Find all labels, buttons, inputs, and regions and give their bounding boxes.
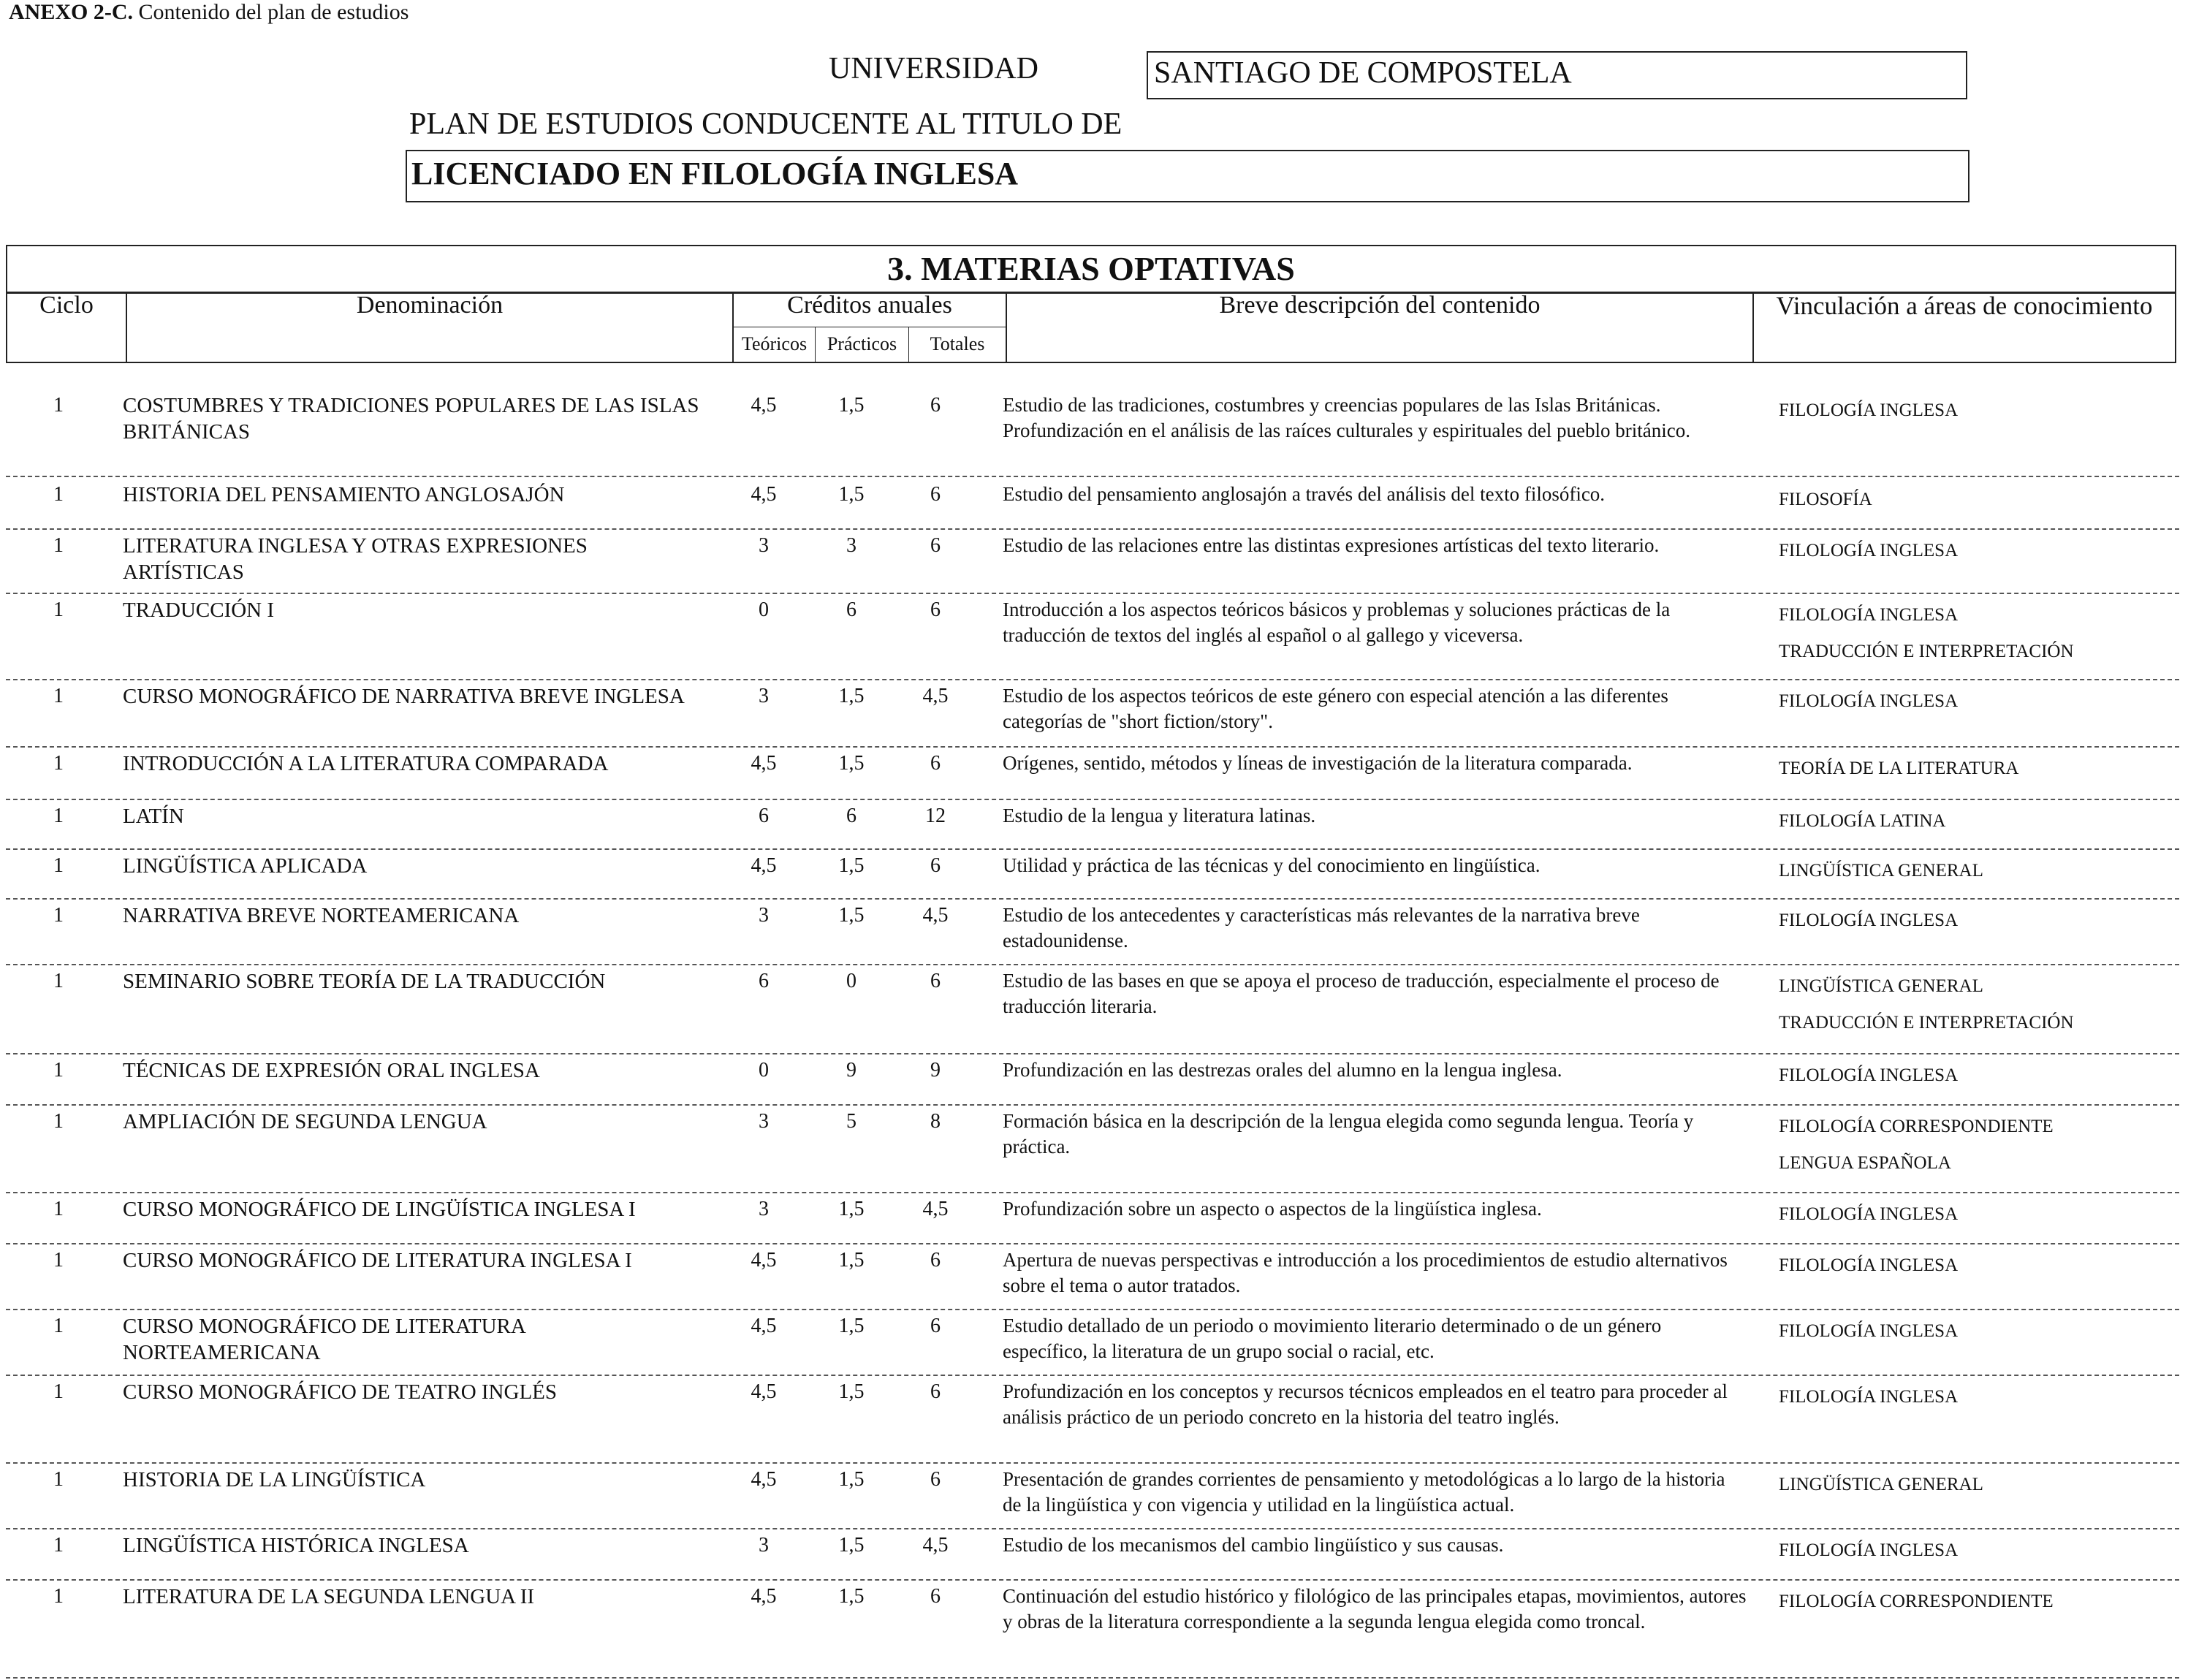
row-teoricos: 3 [759, 534, 769, 557]
row-vinculacion [1779, 1379, 2173, 1415]
row-teoricos: 4,5 [751, 1585, 777, 1608]
row-descripcion: Estudio detallado de un periodo o movimiento literario determinado o de un género específico, la literatura de un grupo social o racial, etc. [1003, 1315, 1662, 1362]
row-totales: 6 [930, 483, 941, 506]
row-teoricos: 4,5 [751, 1380, 777, 1403]
table-row [0, 968, 2188, 1054]
area-item: FILOLOGÍA INGLESA [1779, 1387, 1959, 1407]
row-ciclo: 1 [53, 394, 64, 417]
row-descripcion: Estudio de las tradiciones, costumbres y creencias populares de las Islas Británicas. Profundización en el análisis de las raíces culturales y espirituales del pueblo británico. [1003, 394, 1690, 441]
row-divider [6, 679, 2179, 680]
row-teoricos: 4,5 [751, 752, 777, 775]
row-teoricos: 4,5 [751, 394, 777, 417]
row-practicos: 1,5 [838, 1534, 865, 1557]
row-divider [6, 746, 2179, 748]
row-teoricos: 0 [759, 1059, 769, 1082]
col-totales: Totales [909, 327, 1007, 363]
row-denominacion: LITERATURA INGLESA Y OTRAS EXPRESIONES ARTÍSTICAS [123, 534, 588, 584]
row-totales: 6 [930, 970, 941, 992]
table-row [0, 392, 2188, 477]
row-divider [6, 1462, 2179, 1464]
row-totales: 4,5 [922, 1198, 949, 1220]
row-ciclo: 1 [53, 904, 64, 927]
table-row [0, 1584, 2188, 1679]
col-teoricos: Teóricos [734, 327, 816, 363]
row-denominacion: LINGÜÍSTICA HISTÓRICA INGLESA [123, 1534, 469, 1557]
row-descripcion: Formación básica en la descripción de la lengua elegida como segunda lengua. Teoría y práctica. [1003, 1110, 1694, 1158]
col-ciclo: Ciclo [7, 292, 127, 362]
table-row [0, 750, 2188, 800]
area-item: FILOLOGÍA INGLESA [1779, 1321, 1959, 1341]
row-practicos: 1,5 [838, 394, 865, 417]
row-ciclo: 1 [53, 1110, 64, 1133]
row-denominacion: HISTORIA DEL PENSAMIENTO ANGLOSAJÓN [123, 483, 565, 506]
area-item: FILOLOGÍA INGLESA [1779, 691, 1959, 711]
table-row [0, 1057, 2188, 1106]
row-descripcion: Profundización en las destrezas orales del alumno en la lengua inglesa. [1003, 1059, 1562, 1081]
row-denominacion: LATÍN [123, 805, 184, 828]
row-denominacion: CURSO MONOGRÁFICO DE TEATRO INGLÉS [123, 1380, 558, 1404]
row-ciclo: 1 [53, 1534, 64, 1557]
row-totales: 9 [930, 1059, 941, 1082]
row-totales: 4,5 [922, 904, 949, 927]
row-descripcion: Estudio de los antecedentes y características más relevantes de la narrativa breve estadounidense. [1003, 904, 1640, 951]
row-descripcion: Utilidad y práctica de las técnicas y del conocimiento en lingüística. [1003, 854, 1541, 876]
row-descripcion: Apertura de nuevas perspectivas e introducción a los procedimientos de estudio alternativos sobre el tema o autor tratados. [1003, 1249, 1728, 1296]
table-row [0, 1196, 2188, 1244]
col-denominacion: Denominación [127, 292, 734, 362]
row-denominacion: SEMINARIO SOBRE TEORÍA DE LA TRADUCCIÓN [123, 970, 606, 993]
row-ciclo: 1 [53, 483, 64, 506]
col-vinculacion: Vinculación a áreas de conocimiento [1776, 292, 2153, 320]
row-denominacion: CURSO MONOGRÁFICO DE LITERATURA NORTEAMERICANA [123, 1315, 525, 1364]
area-item: LINGÜÍSTICA GENERAL [1779, 1475, 1983, 1494]
row-vinculacion [1779, 1057, 2173, 1094]
row-divider [6, 476, 2179, 477]
row-denominacion: COSTUMBRES Y TRADICIONES POPULARES DE LAS ISLAS BRITÁNICAS [123, 394, 699, 444]
row-practicos: 9 [846, 1059, 856, 1082]
area-item: FILOLOGÍA INGLESA [1779, 605, 1959, 625]
row-divider [6, 799, 2179, 800]
row-ciclo: 1 [53, 1380, 64, 1403]
row-divider [6, 898, 2179, 900]
row-teoricos: 4,5 [751, 1249, 777, 1272]
row-divider [6, 1579, 2179, 1581]
table-row [0, 1467, 2188, 1529]
col-creditos-label: Créditos anuales [787, 292, 952, 319]
row-teoricos: 0 [759, 598, 769, 621]
row-ciclo: 1 [53, 1198, 64, 1220]
table-title: 3. MATERIAS OPTATIVAS [7, 246, 2175, 294]
row-vinculacion [1779, 1313, 2173, 1350]
row-practicos: 1,5 [838, 1249, 865, 1272]
row-vinculacion [1779, 482, 2173, 518]
table-row [0, 902, 2188, 965]
row-descripcion: Profundización sobre un aspecto o aspectos de la lingüística inglesa. [1003, 1198, 1542, 1220]
row-vinculacion [1779, 1584, 2173, 1620]
table-row [0, 683, 2188, 748]
row-totales: 4,5 [922, 1534, 949, 1557]
row-divider [6, 528, 2179, 530]
row-totales: 6 [930, 1380, 941, 1403]
area-item: FILOLOGÍA CORRESPONDIENTE [1779, 1117, 2054, 1136]
table-row [0, 533, 2188, 594]
area-item: LINGÜÍSTICA GENERAL [1779, 861, 1983, 881]
row-vinculacion [1779, 803, 2173, 840]
university-label: UNIVERSIDAD [829, 52, 1038, 85]
row-divider [6, 593, 2179, 594]
row-vinculacion [1779, 1247, 2173, 1284]
table-row [0, 803, 2188, 850]
row-ciclo: 1 [53, 1059, 64, 1082]
row-ciclo: 1 [53, 970, 64, 992]
table-row [0, 1313, 2188, 1376]
area-item: FILOLOGÍA CORRESPONDIENTE [1779, 1592, 2054, 1611]
row-descripcion: Estudio de los mecanismos del cambio lingüístico y sus causas. [1003, 1534, 1504, 1556]
area-item: FILOLOGÍA LATINA [1779, 811, 1946, 831]
row-denominacion: CURSO MONOGRÁFICO DE LINGÜÍSTICA INGLESA I [123, 1198, 636, 1221]
row-denominacion: TÉCNICAS DE EXPRESIÓN ORAL INGLESA [123, 1059, 540, 1082]
row-practicos: 0 [846, 970, 856, 992]
row-teoricos: 6 [759, 970, 769, 992]
row-practicos: 6 [846, 805, 856, 827]
degree-value: LICENCIADO EN FILOLOGÍA INGLESA [406, 150, 1969, 202]
row-ciclo: 1 [53, 1249, 64, 1272]
area-item: LENGUA ESPAÑOLA [1779, 1153, 1951, 1173]
row-teoricos: 3 [759, 1110, 769, 1133]
row-teoricos: 3 [759, 1534, 769, 1557]
row-ciclo: 1 [53, 598, 64, 621]
row-vinculacion [1779, 750, 2173, 787]
row-ciclo: 1 [53, 805, 64, 827]
row-totales: 6 [930, 752, 941, 775]
row-teoricos: 3 [759, 904, 769, 927]
row-vinculacion [1779, 683, 2173, 720]
row-totales: 4,5 [922, 685, 949, 707]
row-totales: 6 [930, 394, 941, 417]
row-teoricos: 4,5 [751, 854, 777, 877]
row-teoricos: 4,5 [751, 483, 777, 506]
row-practicos: 1,5 [838, 904, 865, 927]
row-practicos: 1,5 [838, 1585, 865, 1608]
col-descripcion: Breve descripción del contenido [1007, 292, 1754, 362]
row-divider [6, 1309, 2179, 1310]
row-descripcion: Introducción a los aspectos teóricos básicos y problemas y soluciones prácticas de la traducción de textos del inglés al español o al gallego y viceversa. [1003, 598, 1671, 646]
row-divider [6, 1192, 2179, 1193]
row-descripcion: Continuación del estudio histórico y filológico de las principales etapas, movimientos, autores y obras de la literatura correspondiente a la segunda lengua elegida como troncal. [1003, 1585, 1747, 1633]
row-totales: 6 [930, 598, 941, 621]
row-ciclo: 1 [53, 1585, 64, 1608]
area-item: FILOLOGÍA INGLESA [1779, 541, 1959, 560]
row-denominacion: CURSO MONOGRÁFICO DE NARRATIVA BREVE INGLESA [123, 685, 685, 708]
row-vinculacion [1779, 392, 2173, 429]
row-ciclo: 1 [53, 854, 64, 877]
row-denominacion: LITERATURA DE LA SEGUNDA LENGUA II [123, 1585, 535, 1608]
row-teoricos: 3 [759, 1198, 769, 1220]
table-row [0, 482, 2188, 530]
row-practicos: 6 [846, 598, 856, 621]
row-descripcion: Profundización en los conceptos y recursos técnicos empleados en el teatro para proceder al análisis práctico de un periodo concreto en la historia del teatro inglés. [1003, 1380, 1728, 1428]
row-practicos: 1,5 [838, 854, 865, 877]
annex-header [9, 0, 409, 25]
row-teoricos: 4,5 [751, 1468, 777, 1491]
table-row [0, 1247, 2188, 1310]
row-denominacion: TRADUCCIÓN I [123, 598, 275, 622]
row-vinculacion [1779, 597, 2173, 670]
row-denominacion: HISTORIA DE LA LINGÜÍSTICA [123, 1468, 426, 1491]
row-vinculacion [1779, 1532, 2173, 1569]
row-descripcion: Orígenes, sentido, métodos y líneas de investigación de la literatura comparada. [1003, 752, 1633, 774]
row-totales: 6 [930, 534, 941, 557]
table-row [0, 1109, 2188, 1193]
row-ciclo: 1 [53, 685, 64, 707]
row-teoricos: 4,5 [751, 1315, 777, 1337]
row-denominacion: AMPLIACIÓN DE SEGUNDA LENGUA [123, 1110, 487, 1133]
row-descripcion: Estudio de la lengua y literatura latinas. [1003, 805, 1316, 826]
row-vinculacion [1779, 1467, 2173, 1503]
row-descripcion: Estudio de los aspectos teóricos de este género con especial atención a las diferentes categorías de "short fiction/story". [1003, 685, 1668, 732]
row-divider [6, 1677, 2179, 1679]
row-practicos: 1,5 [838, 1315, 865, 1337]
row-vinculacion [1779, 853, 2173, 889]
row-practicos: 1,5 [838, 1380, 865, 1403]
annex-text: Contenido del plan de estudios [138, 0, 409, 24]
university-value: SANTIAGO DE COMPOSTELA [1147, 51, 1967, 99]
col-practicos: Prácticos [816, 327, 909, 363]
row-denominacion: INTRODUCCIÓN A LA LITERATURA COMPARADA [123, 752, 609, 775]
row-descripcion: Estudio del pensamiento anglosajón a través del análisis del texto filosófico. [1003, 483, 1606, 505]
area-item: FILOLOGÍA INGLESA [1779, 400, 1959, 420]
row-divider [6, 1375, 2179, 1376]
row-totales: 6 [930, 1315, 941, 1337]
row-practicos: 5 [846, 1110, 856, 1133]
annex-label: ANEXO 2-C. [9, 0, 133, 24]
row-divider [6, 1528, 2179, 1529]
area-item: LINGÜÍSTICA GENERAL [1779, 976, 1983, 996]
row-descripcion: Estudio de las relaciones entre las distintas expresiones artísticas del texto literario. [1003, 534, 1660, 556]
row-practicos: 1,5 [838, 483, 865, 506]
row-totales: 6 [930, 1585, 941, 1608]
row-totales: 6 [930, 1468, 941, 1491]
row-vinculacion [1779, 533, 2173, 569]
row-vinculacion [1779, 1196, 2173, 1233]
row-divider [6, 1053, 2179, 1054]
area-item: TEORÍA DE LA LITERATURA [1779, 759, 2019, 778]
row-divider [6, 1104, 2179, 1106]
row-ciclo: 1 [53, 1315, 64, 1337]
area-item: FILOLOGÍA INGLESA [1779, 1204, 1959, 1224]
plan-label: PLAN DE ESTUDIOS CONDUCENTE AL TITULO DE [409, 107, 1123, 141]
row-vinculacion [1779, 902, 2173, 939]
row-vinculacion [1779, 1109, 2173, 1182]
row-ciclo: 1 [53, 534, 64, 557]
row-denominacion: NARRATIVA BREVE NORTEAMERICANA [123, 904, 520, 927]
area-item: FILOLOGÍA INGLESA [1779, 1065, 1959, 1085]
table-row [0, 1379, 2188, 1464]
area-item: FILOLOGÍA INGLESA [1779, 911, 1959, 930]
row-teoricos: 3 [759, 685, 769, 707]
row-denominacion: CURSO MONOGRÁFICO DE LITERATURA INGLESA I [123, 1249, 632, 1272]
row-ciclo: 1 [53, 752, 64, 775]
row-practicos: 1,5 [838, 685, 865, 707]
row-descripcion: Estudio de las bases en que se apoya el proceso de traducción, especialmente el proceso de traducción literaria. [1003, 970, 1720, 1017]
row-descripcion: Presentación de grandes corrientes de pensamiento y metodológicas a lo largo de la historia de la lingüística y con vigencia y utilidad en la lingüística actual. [1003, 1468, 1725, 1516]
row-totales: 8 [930, 1110, 941, 1133]
table-header [6, 245, 2176, 363]
row-divider [6, 1243, 2179, 1244]
area-item: TRADUCCIÓN E INTERPRETACIÓN [1779, 642, 2074, 661]
row-practicos: 1,5 [838, 1198, 865, 1220]
row-divider [6, 848, 2179, 850]
row-teoricos: 6 [759, 805, 769, 827]
row-ciclo: 1 [53, 1468, 64, 1491]
row-practicos: 1,5 [838, 752, 865, 775]
row-divider [6, 964, 2179, 965]
row-vinculacion [1779, 968, 2173, 1041]
table-row [0, 853, 2188, 900]
area-item: FILOLOGÍA INGLESA [1779, 1255, 1959, 1275]
row-practicos: 3 [846, 534, 856, 557]
area-item: FILOSOFÍA [1779, 490, 1872, 509]
table-row [0, 597, 2188, 680]
row-practicos: 1,5 [838, 1468, 865, 1491]
row-totales: 6 [930, 854, 941, 877]
row-totales: 12 [925, 805, 946, 827]
row-totales: 6 [930, 1249, 941, 1272]
row-denominacion: LINGÜÍSTICA APLICADA [123, 854, 368, 878]
area-item: FILOLOGÍA INGLESA [1779, 1540, 1959, 1560]
table-row [0, 1532, 2188, 1581]
area-item: TRADUCCIÓN E INTERPRETACIÓN [1779, 1013, 2074, 1033]
